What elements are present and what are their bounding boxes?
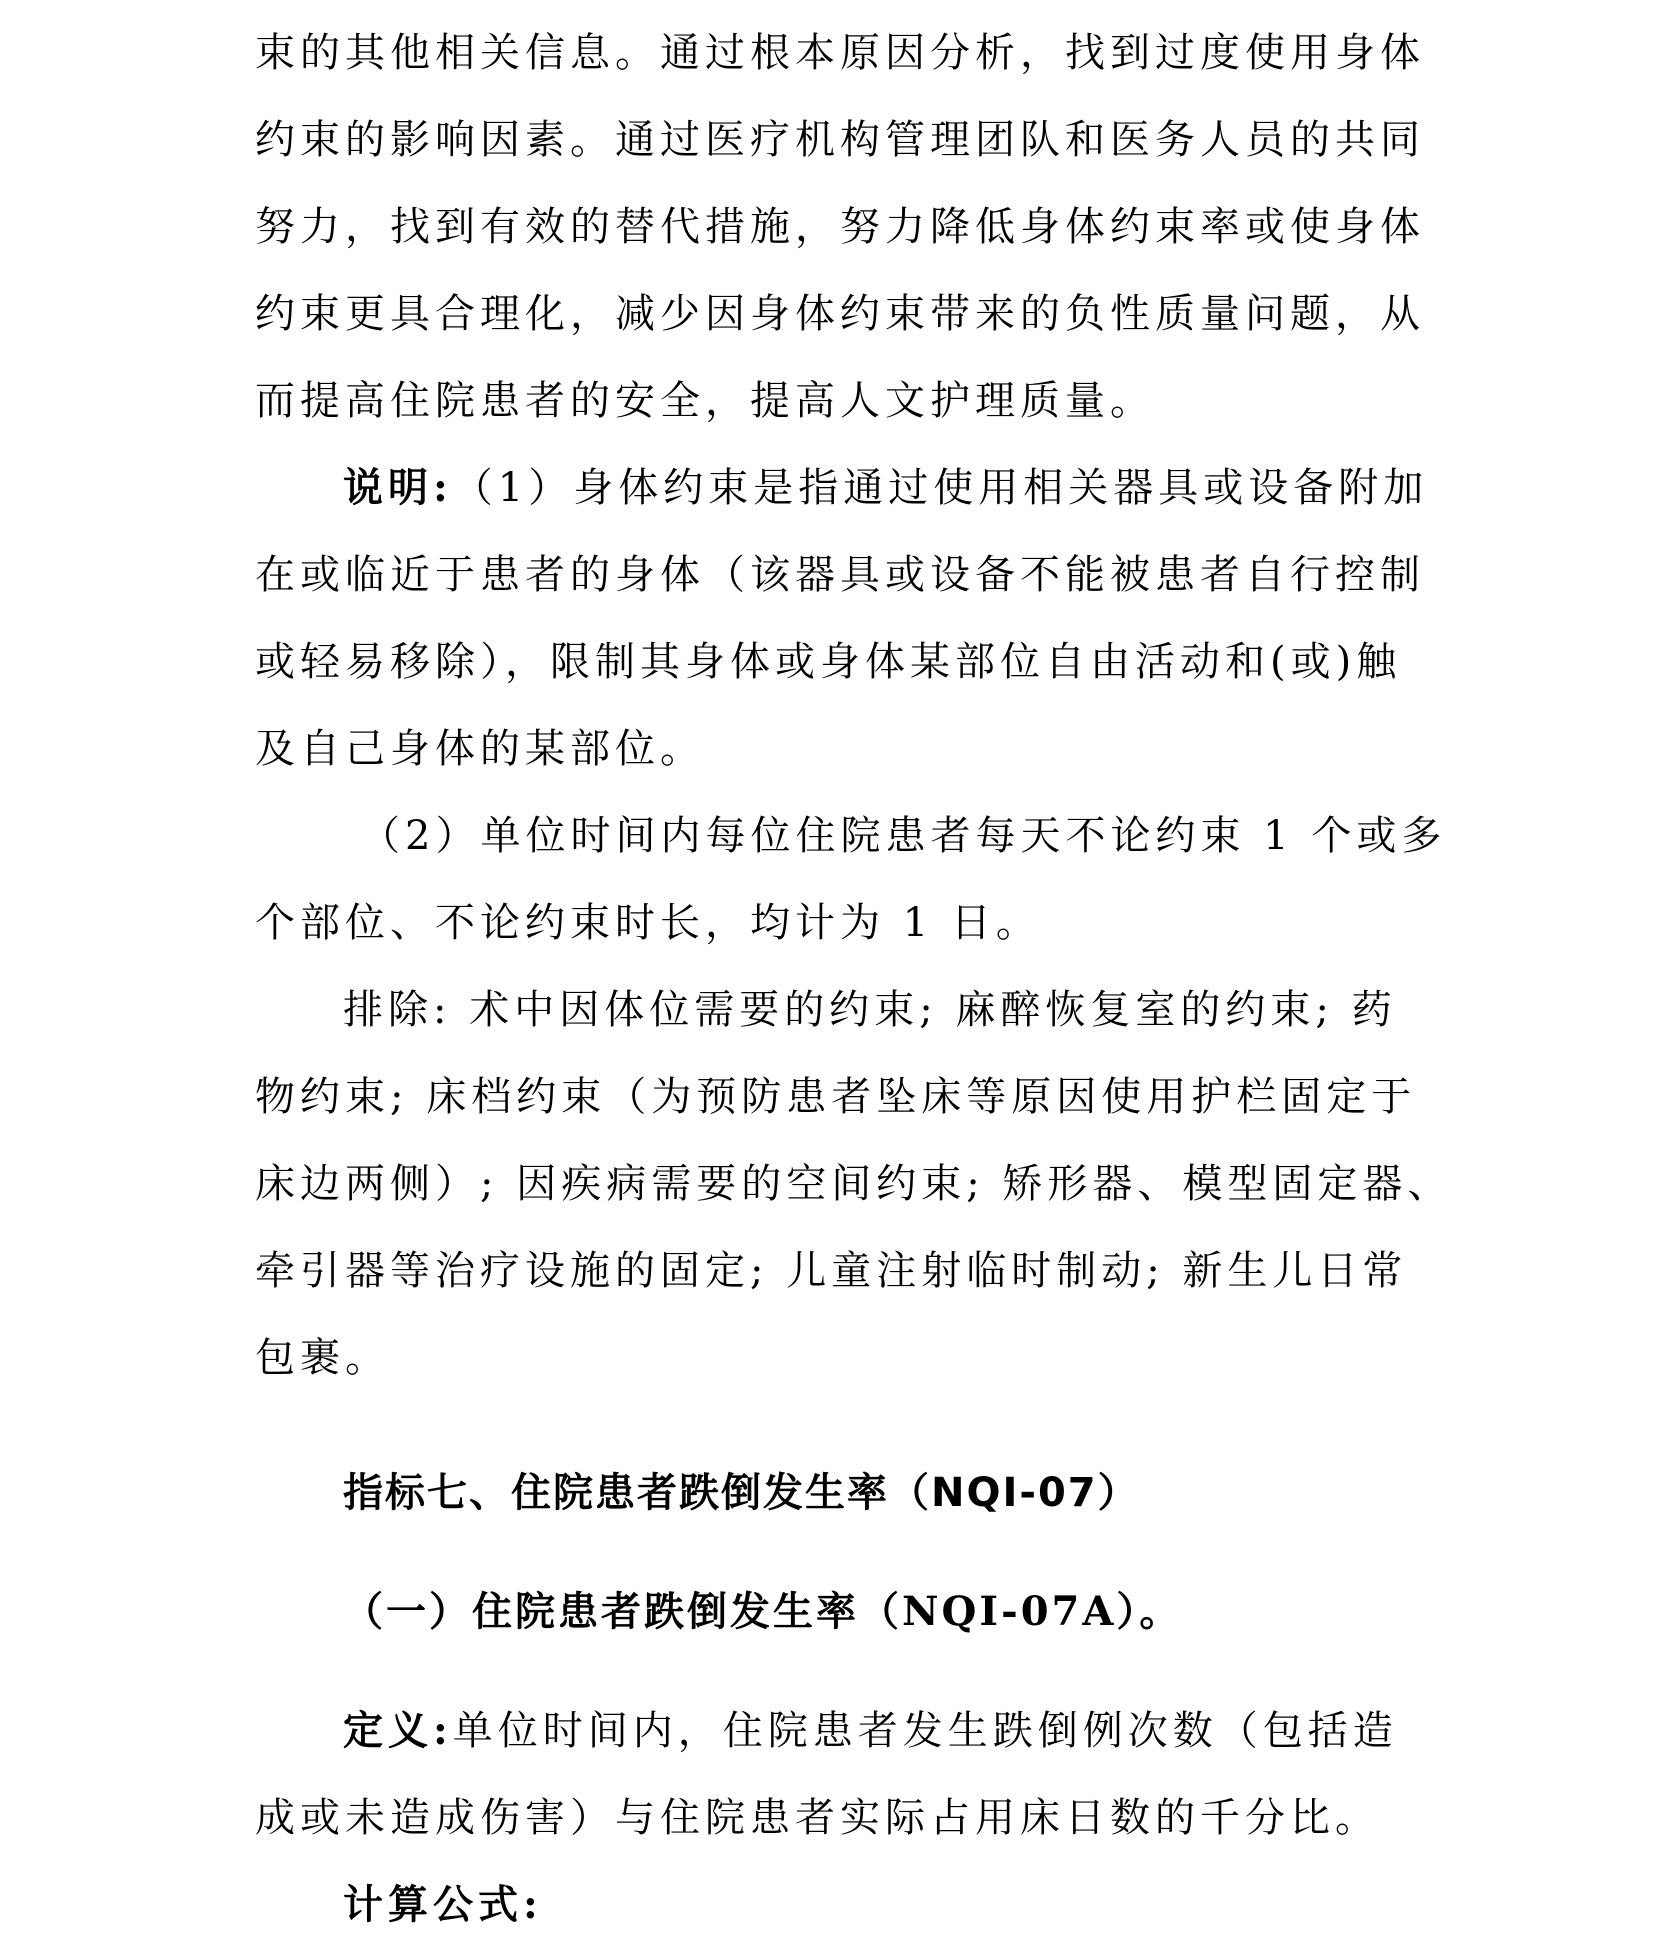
text-line: 约束更具合理化，减少因身体约束带来的负性质量问题，从 <box>255 291 1425 337</box>
note-item1-line: 及自己身体的某部位。 <box>255 726 705 772</box>
note-section <box>255 453 1447 975</box>
text-line: 约束的影响因素。通过医疗机构管理团队和医务人员的共同 <box>255 117 1425 163</box>
definition-first-line <box>255 1696 1415 1783</box>
exclusion-line: 牵引器等治疗设施的固定; 儿童注射临时制动; 新生儿日常 <box>255 1248 1408 1294</box>
note-item1-line: （1）身体约束是指通过使用相关器具或设备附加 <box>452 465 1429 511</box>
definition-label: 定义: <box>343 1707 453 1754</box>
note-item2-line: （2）单位时间内每位住院患者每天不论约束 1 个或多 <box>360 813 1447 859</box>
exclusion-section <box>255 975 1453 1410</box>
note-label: 说明: <box>343 464 453 511</box>
exclusion-line: 物约束; 床档约束（为预防患者坠床等原因使用护栏固定于 <box>255 1074 1417 1120</box>
note-item1-line: 在或临近于患者的身体（该器具或设备不能被患者自行控制 <box>255 552 1425 598</box>
definition-section <box>255 1696 1415 1870</box>
document-page <box>255 18 1453 1957</box>
exclusion-line: 包裹。 <box>255 1335 390 1381</box>
note-item2-line: 个部位、不论约束时长，均计为 1 日。 <box>255 900 1041 946</box>
text-line: 束的其他相关信息。通过根本原因分析，找到过度使用身体 <box>255 30 1425 76</box>
definition-line: 成或未造成伤害）与住院患者实际占用床日数的千分比。 <box>255 1795 1380 1841</box>
paragraph-intro <box>255 18 1425 453</box>
definition-line: 单位时间内，住院患者发生跌倒例次数（包括造 <box>452 1708 1398 1754</box>
text-line: 而提高住院患者的安全，提高人文护理质量。 <box>255 378 1155 424</box>
subsection-heading: （一）住院患者跌倒发生率（NQI-07A）。 <box>343 1588 1183 1635</box>
note-first-line <box>255 453 1429 540</box>
indicator-heading: 指标七、住院患者跌倒发生率（NQI-07） <box>343 1470 1140 1516</box>
note-item1-line: 或轻易移除），限制其身体或身体某部位自由活动和(或)触 <box>255 639 1402 685</box>
exclusion-line: 床边两侧）; 因疾病需要的空间约束; 矫形器、模型固定器、 <box>255 1161 1453 1207</box>
formula-label: 计算公式: <box>343 1881 543 1928</box>
exclusion-line: 排除: 术中因体位需要的约束; 麻醉恢复室的约束; 药 <box>343 987 1397 1033</box>
text-line: 努力，找到有效的替代措施，努力降低身体约束率或使身体 <box>255 204 1425 250</box>
